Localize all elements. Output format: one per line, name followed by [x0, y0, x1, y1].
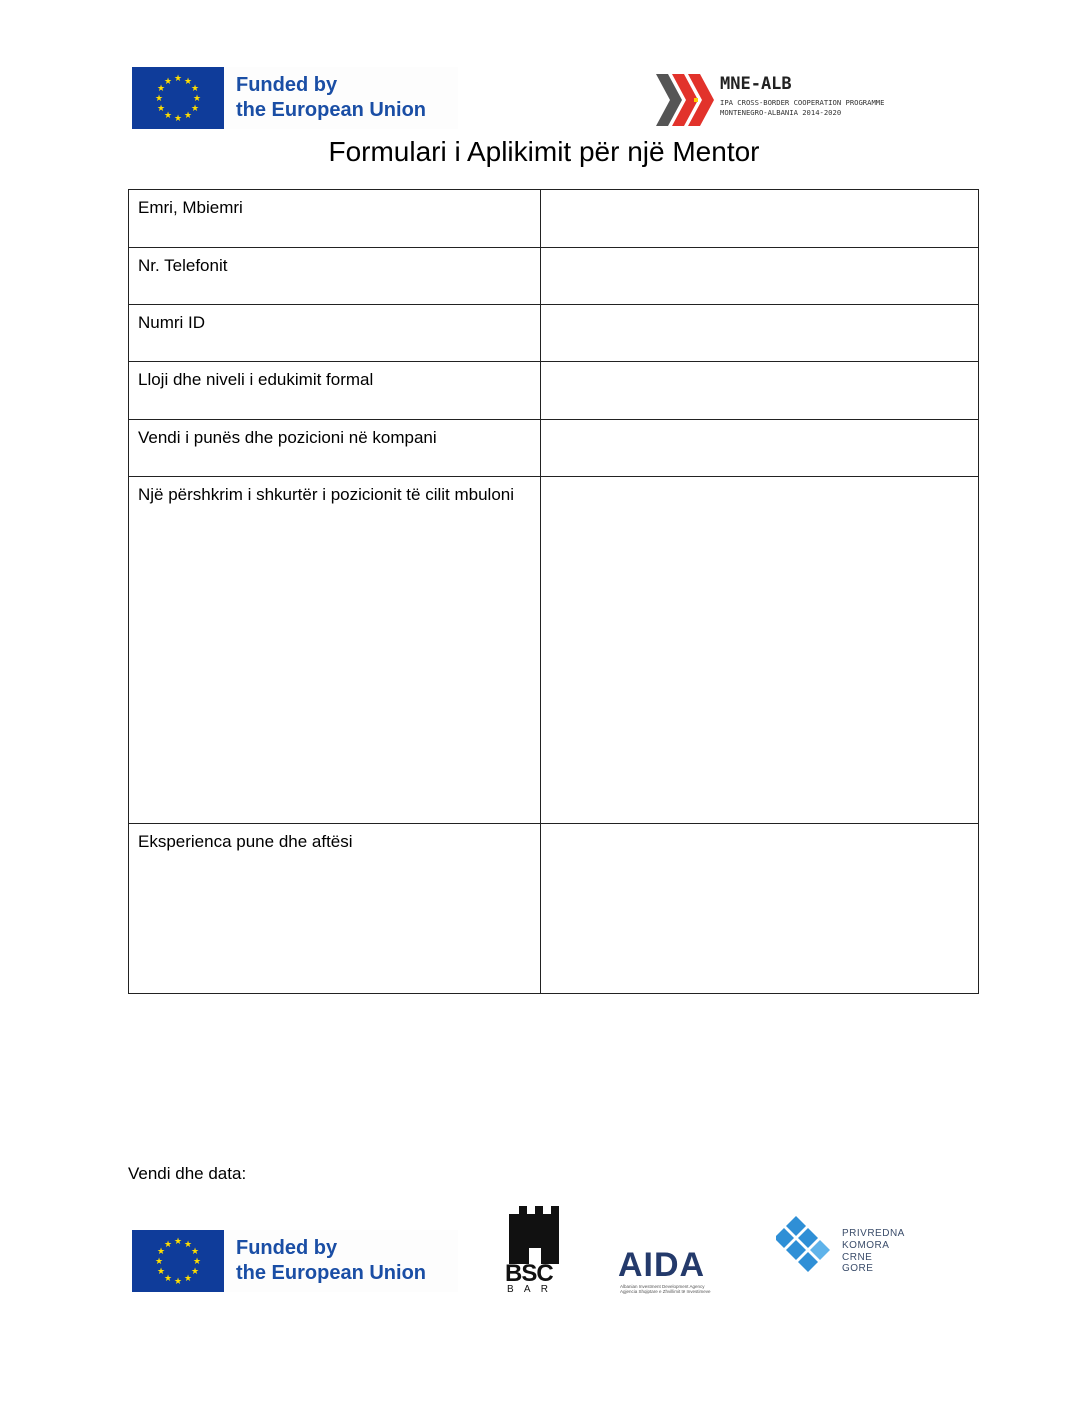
chevrons-icon [656, 74, 718, 126]
svg-text:★: ★ [190, 84, 200, 94]
eu-logo-text [236, 73, 426, 123]
svg-text:★: ★ [163, 1274, 173, 1284]
eu-flag-icon [132, 1230, 224, 1292]
svg-text:★: ★ [163, 1240, 173, 1250]
svg-text:★: ★ [154, 94, 164, 104]
chamber-line3: CRNE GORE [842, 1252, 874, 1274]
form-row [129, 420, 979, 477]
form-row [129, 477, 979, 824]
svg-text:★: ★ [183, 1274, 193, 1284]
aida-small-line1: Albanian Investment Development Agency [620, 1284, 705, 1289]
eu-logo-text [236, 1236, 426, 1286]
svg-text:★: ★ [173, 1237, 183, 1247]
form-row [129, 190, 979, 248]
eu-logo-line2: the European Union [236, 1262, 426, 1284]
form-label: Eksperienca pune dhe aftësi [129, 824, 541, 994]
programme-line2: MONTENEGRO-ALBANIA 2014-2020 [720, 108, 842, 117]
place-date-label: Vendi dhe data: [128, 1164, 247, 1183]
svg-text:★: ★ [173, 1277, 183, 1287]
form-label: Numri ID [129, 305, 541, 362]
bsc-sub-text: B A R [507, 1284, 553, 1295]
form-row [129, 824, 979, 994]
svg-text:★: ★ [192, 94, 202, 104]
mne-alb-programme-logo [656, 72, 896, 128]
svg-text:★: ★ [156, 1267, 166, 1277]
svg-text:★: ★ [173, 74, 183, 84]
form-row [129, 248, 979, 305]
svg-text:★: ★ [156, 104, 166, 114]
aida-text: AIDA [618, 1246, 706, 1284]
form-value-field[interactable] [541, 190, 979, 248]
svg-text:★: ★ [156, 1247, 166, 1257]
form-value-field[interactable] [541, 362, 979, 420]
svg-text:★: ★ [163, 111, 173, 121]
svg-text:★: ★ [190, 1267, 200, 1277]
svg-text:★: ★ [183, 1240, 193, 1250]
form-row [129, 362, 979, 420]
form-label: Lloji dhe niveli i edukimit formal [129, 362, 541, 420]
bsc-bar-logo [505, 1204, 563, 1298]
form-value-field[interactable] [541, 305, 979, 362]
form-label: Emri, Mbiemri [129, 190, 541, 248]
form-label: Nr. Telefonit [129, 248, 541, 305]
svg-text:★: ★ [163, 77, 173, 87]
form-label: Një përshkrim i shkurtër i pozicionit të cilit mbuloni [129, 477, 541, 824]
eu-logo-line2: the European Union [236, 99, 426, 121]
svg-text:★: ★ [190, 1247, 200, 1257]
form-row [129, 305, 979, 362]
form-value-field[interactable] [541, 248, 979, 305]
svg-text:★: ★ [183, 111, 193, 121]
svg-text:★: ★ [190, 104, 200, 114]
chamber-line2: KOMORA [842, 1240, 890, 1251]
bsc-text: BSC [505, 1260, 553, 1287]
eu-logo-line1: Funded by [236, 74, 338, 96]
aida-logo [618, 1238, 718, 1294]
eu-funding-logo [132, 67, 458, 129]
form-label: Vendi i punës dhe pozicioni në kompani [129, 420, 541, 477]
chamber-diamond-icon [776, 1214, 838, 1276]
eu-logo-line1: Funded by [236, 1237, 338, 1259]
svg-text:★: ★ [173, 114, 183, 124]
aida-small-line2: Agjencia Shqiptare e Zhvillimit të Investimeve [620, 1289, 711, 1294]
programme-title: MNE-ALB [720, 74, 792, 94]
form-value-field[interactable] [541, 477, 979, 824]
eu-flag-icon [132, 67, 224, 129]
form-value-field[interactable] [541, 420, 979, 477]
svg-text:★: ★ [154, 1257, 164, 1267]
footer-eu-funding-logo [132, 1230, 458, 1292]
chamber-line1: PRIVREDNA [842, 1228, 905, 1239]
svg-text:★: ★ [156, 84, 166, 94]
programme-line1: IPA CROSS-BORDER COOPERATION PROGRAMME [720, 98, 885, 107]
mentor-application-form [128, 189, 979, 994]
form-value-field[interactable] [541, 824, 979, 994]
page-title: Formulari i Aplikimit për një Mentor [328, 136, 760, 167]
svg-text:★: ★ [192, 1257, 202, 1267]
chamber-of-economy-logo [776, 1214, 906, 1276]
svg-text:★: ★ [183, 77, 193, 87]
